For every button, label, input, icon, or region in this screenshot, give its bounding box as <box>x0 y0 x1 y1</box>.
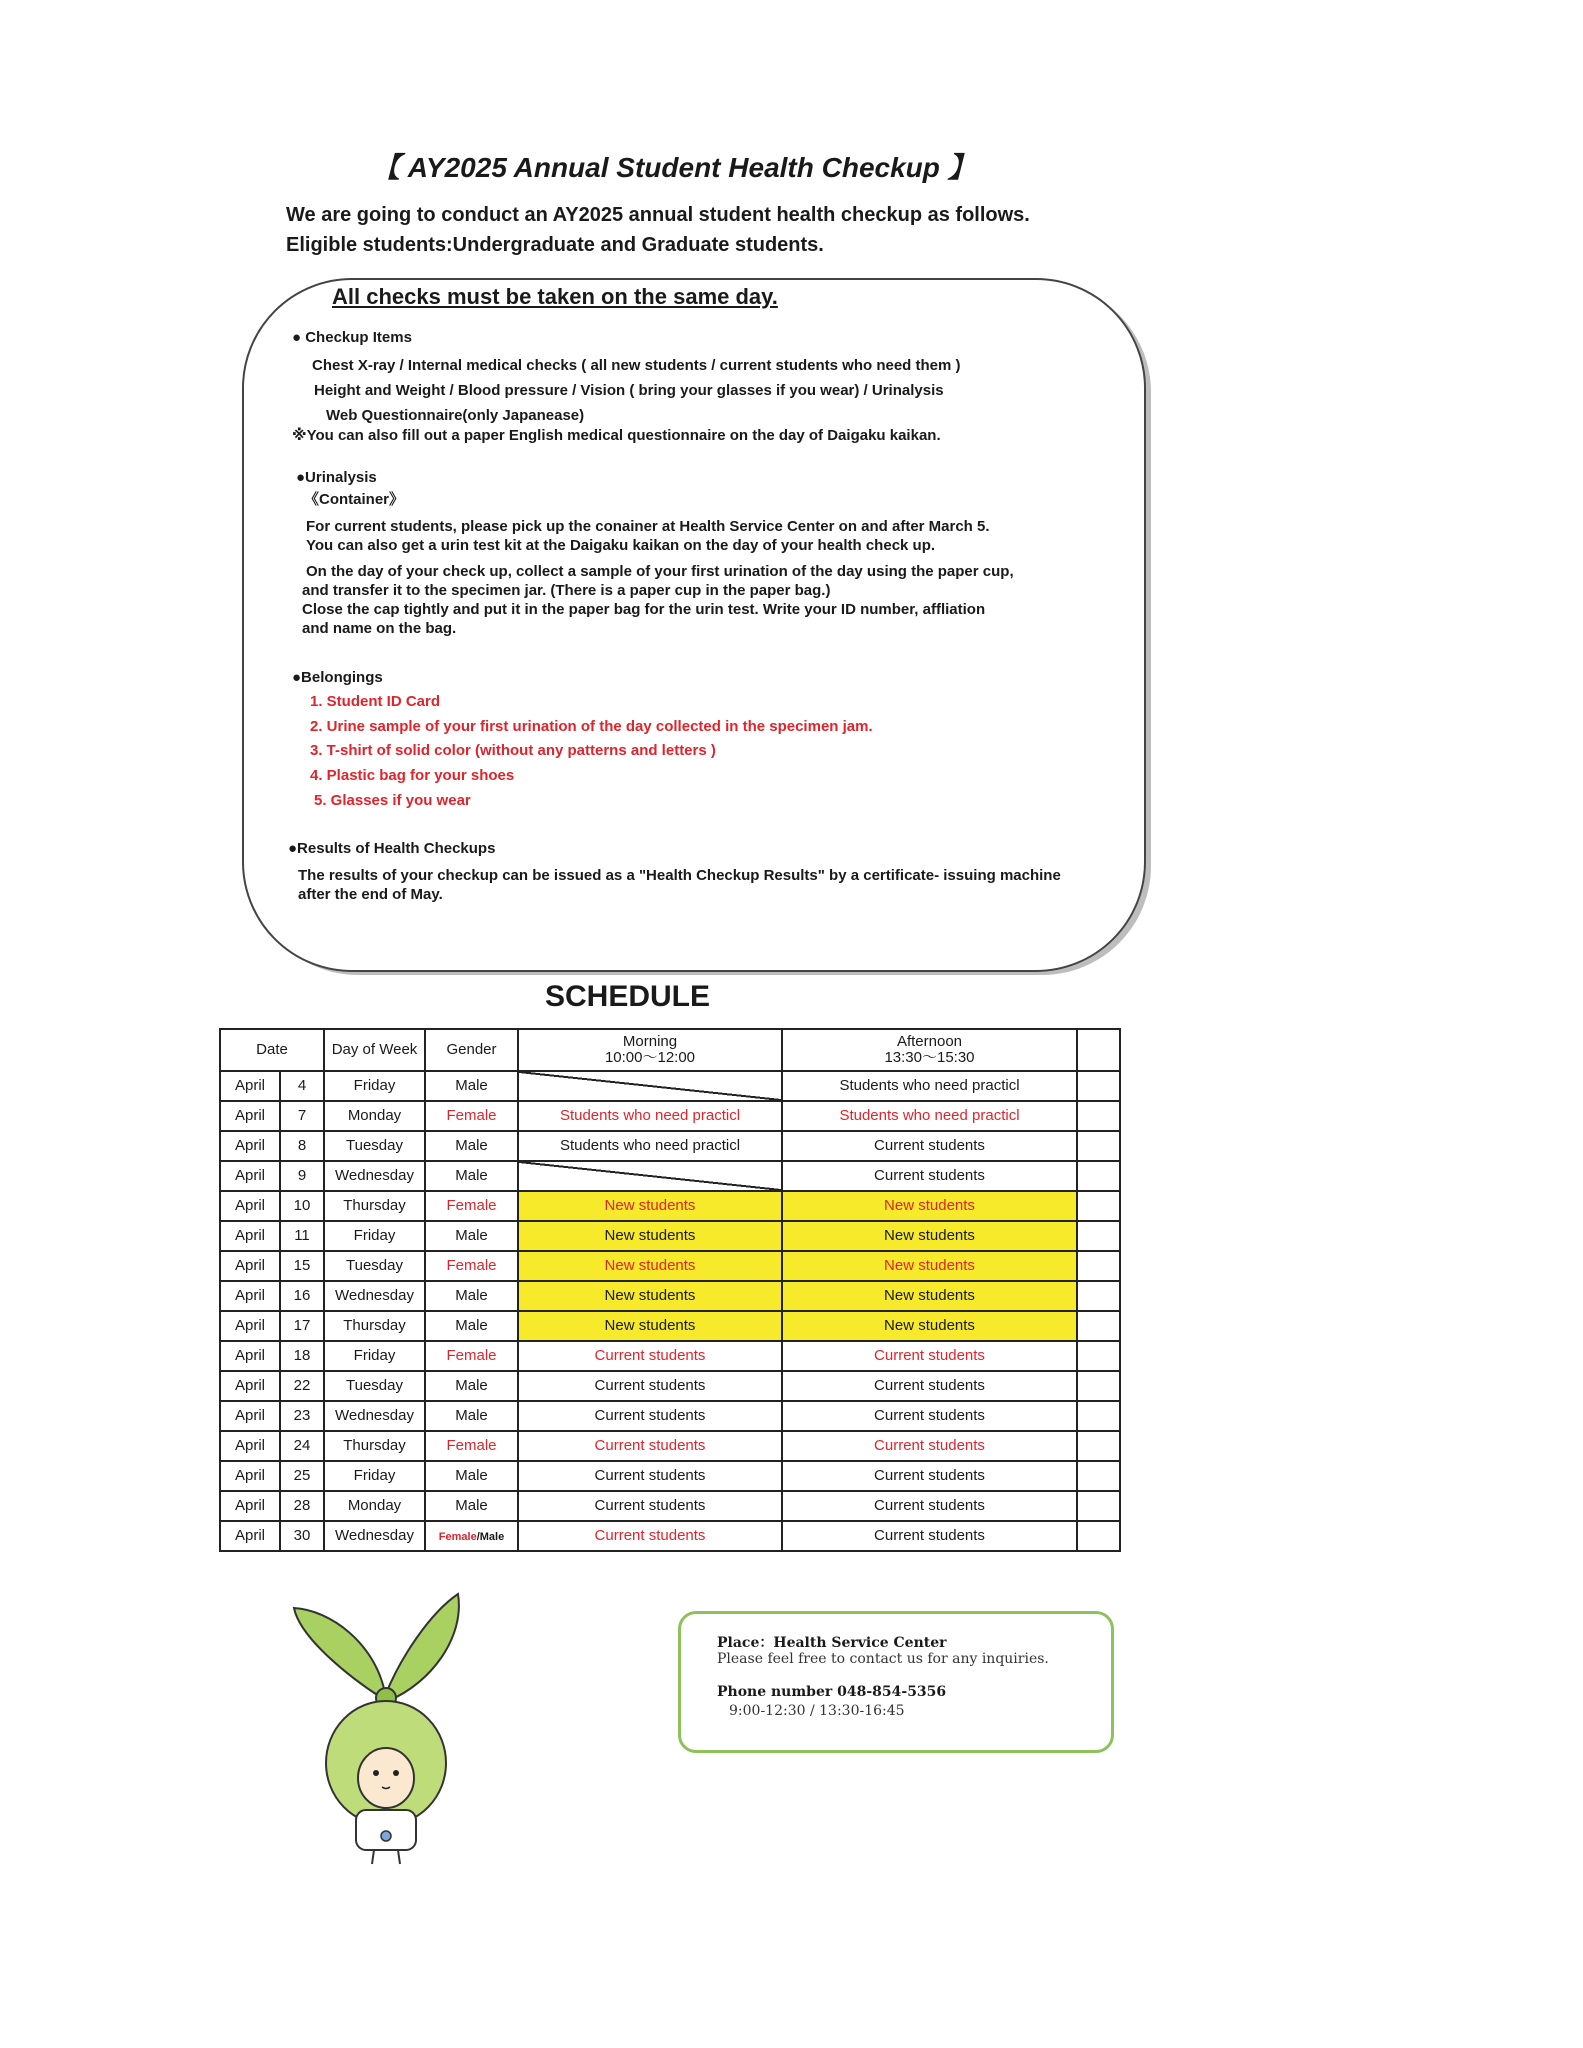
gender-cell: Female <box>425 1191 518 1221</box>
afternoon-cell: New students <box>782 1311 1077 1341</box>
table-row <box>220 1461 1120 1491</box>
table-row <box>220 1311 1120 1341</box>
day-of-week-cell: Friday <box>324 1461 425 1491</box>
day-of-week-cell: Friday <box>324 1341 425 1371</box>
blank-cell <box>1077 1371 1120 1401</box>
morning-cell <box>518 1161 782 1191</box>
belongings-item: 1. Student ID Card <box>310 693 441 710</box>
afternoon-cell: Students who need practicl <box>782 1101 1077 1131</box>
gender-cell: Male <box>425 1281 518 1311</box>
month-cell: April <box>220 1341 280 1371</box>
morning-header: Morning 10:00～12:00 <box>518 1029 782 1071</box>
day-of-week-cell: Friday <box>324 1221 425 1251</box>
table-row <box>220 1281 1120 1311</box>
questionnaire-note: ※You can also fill out a paper English medical questionnaire on the day of Daigaku kaikan. <box>292 427 941 444</box>
blank-cell <box>1077 1281 1120 1311</box>
day-of-week-cell: Friday <box>324 1071 425 1101</box>
urinalysis-text: You can also get a urin test kit at the Daigaku kaikan on the day of your health check up. <box>306 537 936 554</box>
afternoon-cell: Students who need practicl <box>782 1071 1077 1101</box>
blank-cell <box>1077 1401 1120 1431</box>
month-cell: April <box>220 1071 280 1101</box>
morning-cell: Current students <box>518 1521 782 1551</box>
month-cell: April <box>220 1311 280 1341</box>
morning-cell: Current students <box>518 1401 782 1431</box>
container-heading: 《Container》 <box>304 491 405 508</box>
morning-cell: New students <box>518 1221 782 1251</box>
day-cell: 30 <box>280 1521 324 1551</box>
month-cell: April <box>220 1431 280 1461</box>
day-cell: 10 <box>280 1191 324 1221</box>
inquiry-text: Please feel free to contact us for any inquiries. <box>717 1651 1049 1667</box>
morning-cell: New students <box>518 1281 782 1311</box>
checkup-info-box <box>242 278 1146 972</box>
gender-cell: Male <box>425 1071 518 1101</box>
blank-cell <box>1077 1071 1120 1101</box>
belongings-item: 2. Urine sample of your first urination of the day collected in the specimen jam. <box>310 718 873 735</box>
afternoon-cell: New students <box>782 1251 1077 1281</box>
month-cell: April <box>220 1191 280 1221</box>
gender-cell: Male <box>425 1461 518 1491</box>
blank-cell <box>1077 1521 1120 1551</box>
belongings-item: 5. Glasses if you wear <box>314 792 471 809</box>
day-of-week-cell: Wednesday <box>324 1401 425 1431</box>
gender-cell: Male <box>425 1401 518 1431</box>
day-of-week-cell: Monday <box>324 1101 425 1131</box>
afternoon-header: Afternoon 13:30～15:30 <box>782 1029 1077 1071</box>
day-cell: 17 <box>280 1311 324 1341</box>
day-cell: 15 <box>280 1251 324 1281</box>
afternoon-cell: Current students <box>782 1131 1077 1161</box>
gender-cell: Male <box>425 1161 518 1191</box>
blank-cell <box>1077 1461 1120 1491</box>
day-cell: 18 <box>280 1341 324 1371</box>
morning-cell: New students <box>518 1191 782 1221</box>
day-of-week-cell: Thursday <box>324 1191 425 1221</box>
afternoon-cell: Current students <box>782 1491 1077 1521</box>
month-cell: April <box>220 1461 280 1491</box>
day-of-week-cell: Tuesday <box>324 1371 425 1401</box>
urinalysis-text: and name on the bag. <box>302 620 457 637</box>
day-of-week-cell: Thursday <box>324 1311 425 1341</box>
blank-cell <box>1077 1191 1120 1221</box>
results-text: after the end of May. <box>298 886 443 903</box>
morning-cell: Students who need practicl <box>518 1131 782 1161</box>
morning-cell: Current students <box>518 1341 782 1371</box>
blank-cell <box>1077 1491 1120 1521</box>
table-row <box>220 1131 1120 1161</box>
results-heading: ●Results of Health Checkups <box>288 840 496 857</box>
blank-cell <box>1077 1311 1120 1341</box>
morning-cell <box>518 1071 782 1101</box>
gender-cell: Female <box>425 1101 518 1131</box>
morning-cell: New students <box>518 1311 782 1341</box>
gender-cell: Male <box>425 1221 518 1251</box>
afternoon-cell: New students <box>782 1191 1077 1221</box>
urinalysis-text: On the day of your check up, collect a sample of your first urination of the day using the paper cup, <box>306 563 1014 580</box>
day-of-week-cell: Thursday <box>324 1431 425 1461</box>
afternoon-cell: Current students <box>782 1521 1077 1551</box>
urinalysis-text: and transfer it to the specimen jar. (There is a paper cup in the paper bag.) <box>302 582 831 599</box>
table-row <box>220 1221 1120 1251</box>
day-cell: 28 <box>280 1491 324 1521</box>
table-row <box>220 1101 1120 1131</box>
afternoon-cell: Current students <box>782 1341 1077 1371</box>
blank-cell <box>1077 1341 1120 1371</box>
blank-cell <box>1077 1221 1120 1251</box>
gender-cell: Male <box>425 1311 518 1341</box>
blank-header <box>1077 1029 1120 1071</box>
gender-cell: Female <box>425 1251 518 1281</box>
afternoon-cell: New students <box>782 1281 1077 1311</box>
table-row <box>220 1341 1120 1371</box>
eligibility-line: Eligible students:Undergraduate and Graduate students. <box>286 234 824 256</box>
morning-cell: Current students <box>518 1491 782 1521</box>
month-cell: April <box>220 1161 280 1191</box>
afternoon-cell: Current students <box>782 1431 1077 1461</box>
day-of-week-header: Day of Week <box>324 1029 425 1071</box>
month-cell: April <box>220 1101 280 1131</box>
table-row <box>220 1251 1120 1281</box>
table-row <box>220 1371 1120 1401</box>
table-row <box>220 1491 1120 1521</box>
afternoon-cell: Current students <box>782 1371 1077 1401</box>
place-text: Place：Health Service Center <box>717 1635 947 1651</box>
month-cell: April <box>220 1371 280 1401</box>
checkup-item: Web Questionnaire(only Japanease) <box>326 407 585 424</box>
date-header: Date <box>220 1029 324 1071</box>
blank-cell <box>1077 1131 1120 1161</box>
contact-box <box>678 1611 1114 1753</box>
gender-cell: Male <box>425 1491 518 1521</box>
day-of-week-cell: Tuesday <box>324 1251 425 1281</box>
table-row <box>220 1401 1120 1431</box>
day-of-week-cell: Wednesday <box>324 1521 425 1551</box>
day-cell: 9 <box>280 1161 324 1191</box>
gender-cell: Female/Male <box>425 1521 518 1551</box>
day-cell: 25 <box>280 1461 324 1491</box>
morning-cell: Current students <box>518 1461 782 1491</box>
urinalysis-text: Close the cap tightly and put it in the paper bag for the urin test. Write your ID number, affliation <box>302 601 986 618</box>
intro-line: We are going to conduct an AY2025 annual student health checkup as follows. <box>286 204 1030 226</box>
table-row <box>220 1521 1120 1551</box>
day-cell: 7 <box>280 1101 324 1131</box>
day-cell: 4 <box>280 1071 324 1101</box>
table-row <box>220 1071 1120 1101</box>
month-cell: April <box>220 1401 280 1431</box>
urinalysis-heading: ●Urinalysis <box>296 469 377 486</box>
afternoon-cell: New students <box>782 1221 1077 1251</box>
phone-text: Phone number 048-854-5356 <box>717 1684 947 1700</box>
day-of-week-cell: Tuesday <box>324 1131 425 1161</box>
blank-cell <box>1077 1101 1120 1131</box>
table-row <box>220 1431 1120 1461</box>
blank-cell <box>1077 1431 1120 1461</box>
day-cell: 8 <box>280 1131 324 1161</box>
morning-cell: Current students <box>518 1371 782 1401</box>
day-cell: 22 <box>280 1371 324 1401</box>
checkup-item: Height and Weight / Blood pressure / Vision ( bring your glasses if you wear) / Urinalysis <box>314 382 944 399</box>
gender-cell: Male <box>425 1131 518 1161</box>
gender-cell: Female <box>425 1431 518 1461</box>
belongings-heading: ●Belongings <box>292 669 383 686</box>
day-cell: 11 <box>280 1221 324 1251</box>
morning-cell: Current students <box>518 1431 782 1461</box>
results-text: The results of your checkup can be issued as a "Health Checkup Results" by a certificate- issuing machine <box>298 867 1061 884</box>
morning-cell: Students who need practicl <box>518 1101 782 1131</box>
mascot-icon <box>290 1588 480 1868</box>
morning-cell: New students <box>518 1251 782 1281</box>
same-day-notice: All checks must be taken on the same day. <box>332 284 778 309</box>
table-header-row <box>220 1029 1120 1071</box>
afternoon-cell: Current students <box>782 1461 1077 1491</box>
blank-cell <box>1077 1251 1120 1281</box>
month-cell: April <box>220 1251 280 1281</box>
day-cell: 16 <box>280 1281 324 1311</box>
month-cell: April <box>220 1521 280 1551</box>
afternoon-cell: Current students <box>782 1401 1077 1431</box>
belongings-item: 4. Plastic bag for your shoes <box>310 767 515 784</box>
schedule-table <box>219 1028 1121 1552</box>
checkup-item: Chest X-ray / Internal medical checks ( all new students / current students who need them ) <box>312 357 961 374</box>
month-cell: April <box>220 1491 280 1521</box>
month-cell: April <box>220 1221 280 1251</box>
urinalysis-text: For current students, please pick up the conainer at Health Service Center on and after March 5. <box>306 518 990 535</box>
checkup-items-heading: ● Checkup Items <box>292 329 412 346</box>
gender-header: Gender <box>425 1029 518 1071</box>
table-row <box>220 1161 1120 1191</box>
table-row <box>220 1191 1120 1221</box>
day-of-week-cell: Monday <box>324 1491 425 1521</box>
month-cell: April <box>220 1281 280 1311</box>
hours-text: 9:00-12:30 / 13:30-16:45 <box>729 1703 905 1719</box>
belongings-item: 3. T-shirt of solid color (without any patterns and letters ) <box>310 742 716 759</box>
day-cell: 23 <box>280 1401 324 1431</box>
day-of-week-cell: Wednesday <box>324 1281 425 1311</box>
day-cell: 24 <box>280 1431 324 1461</box>
afternoon-cell: Current students <box>782 1161 1077 1191</box>
schedule-title: SCHEDULE <box>545 980 711 1013</box>
blank-cell <box>1077 1161 1120 1191</box>
month-cell: April <box>220 1131 280 1161</box>
day-of-week-cell: Wednesday <box>324 1161 425 1191</box>
gender-cell: Male <box>425 1371 518 1401</box>
gender-cell: Female <box>425 1341 518 1371</box>
